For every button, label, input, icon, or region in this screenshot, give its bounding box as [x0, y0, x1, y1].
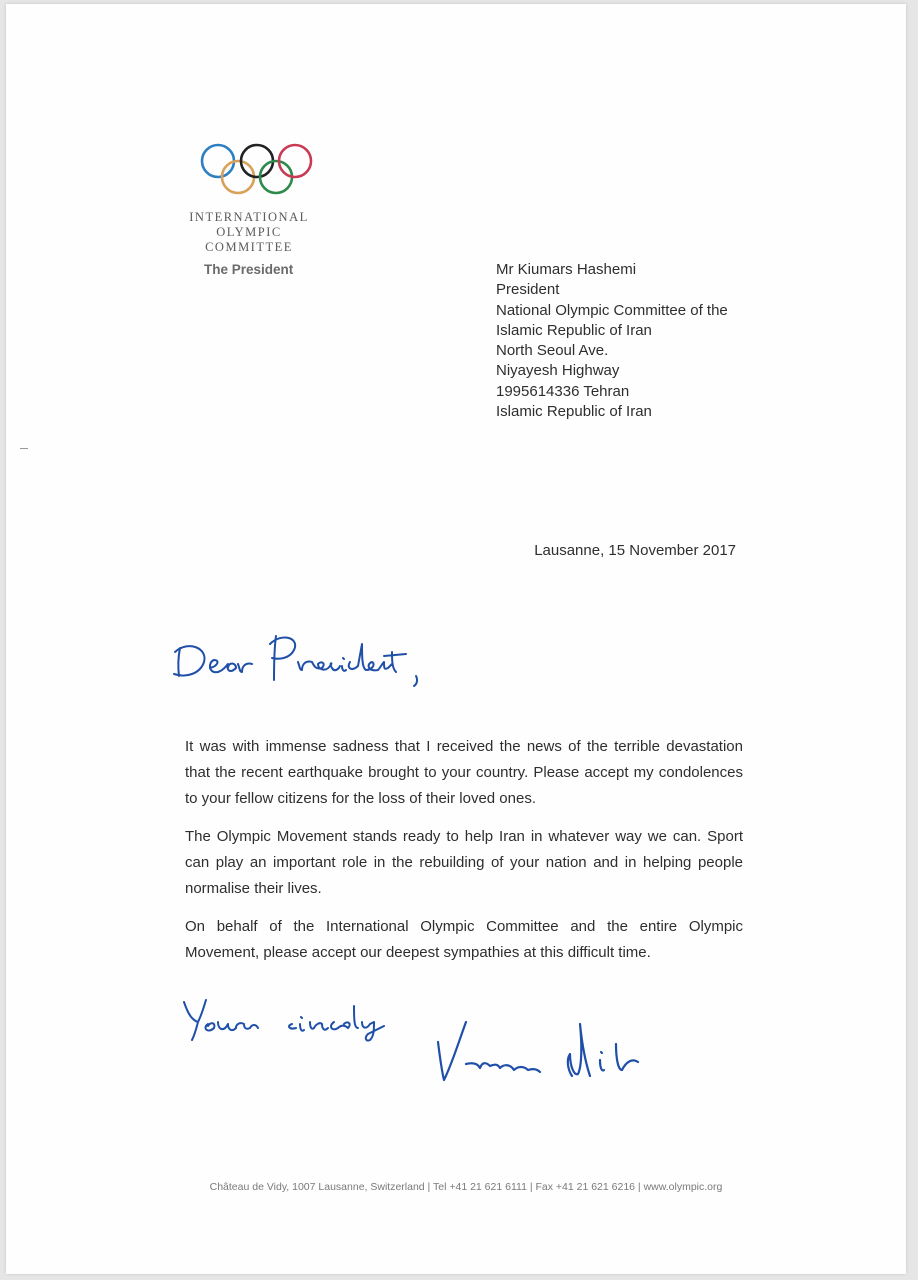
recipient-address: [496, 260, 728, 422]
address-line: National Olympic Committee of the: [496, 301, 728, 319]
body-paragraph: On behalf of the International Olympic Committee and the entire Olympic Movement, please accept our deepest sympathies at this difficult time.: [185, 918, 743, 961]
letterhead-footer: Château de Vidy, 1007 Lausanne, Switzerland | Tel +41 21 621 6111 | Fax +41 21 621 6216 | www.olympic.org: [209, 1181, 723, 1193]
letter-body: [185, 734, 743, 978]
office-title: The President: [204, 262, 294, 277]
date-line: Lausanne, 15 November 2017: [534, 542, 736, 559]
address-line: Niyayesh Highway: [496, 362, 620, 380]
president-signature: [430, 1014, 650, 1090]
ring-green: [260, 161, 292, 193]
fold-mark: [20, 448, 28, 449]
ring-yellow: [222, 161, 254, 193]
org-line: COMMITTEE: [205, 240, 293, 254]
ring-red: [279, 145, 311, 177]
address-line: President: [496, 281, 560, 299]
body-paragraph: It was with immense sadness that I received the news of the terrible devastation that the recent earthquake brought to your country. Please accept my condolences to your fellow citizens for the loss of their loved ones.: [185, 738, 743, 807]
org-line: OLYMPIC: [216, 225, 282, 239]
body-paragraph: The Olympic Movement stands ready to help Iran in whatever way we can. Sport can play an important role in the rebuilding of your nation and in helping people normalise their lives.: [185, 828, 743, 897]
letter-page: [6, 4, 906, 1274]
address-line: North Seoul Ave.: [496, 342, 609, 360]
olympic-rings-logo: [198, 142, 316, 202]
ring-black: [241, 145, 273, 177]
handwritten-salutation: [166, 622, 426, 688]
ring-blue: [202, 145, 234, 177]
handwritten-closing: [178, 994, 408, 1044]
address-line: Mr Kiumars Hashemi: [496, 261, 637, 278]
address-line: 1995614336 Tehran: [496, 382, 630, 400]
organization-name: [178, 210, 320, 255]
org-line: INTERNATIONAL: [189, 210, 309, 224]
address-line: Islamic Republic of Iran: [496, 403, 652, 421]
address-line: Islamic Republic of Iran: [496, 321, 652, 339]
